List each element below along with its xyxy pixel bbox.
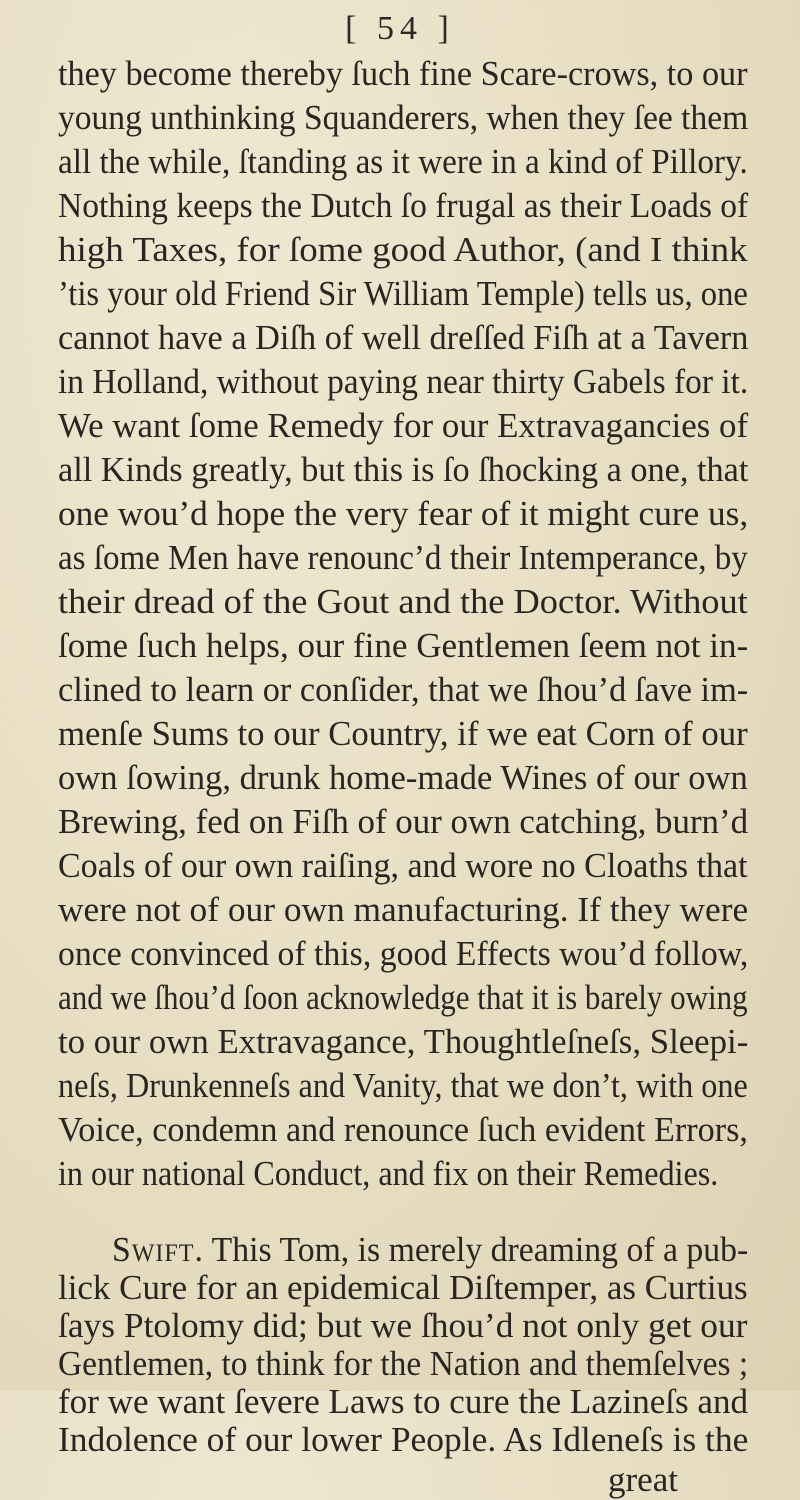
text-line: lick Cure for an epidemical Diſtemper, as Curtius (58, 1268, 748, 1307)
text-line: Gentlemen, to think for the Nation and themſelves ; (58, 1344, 749, 1383)
text-line: menſe Sums to our Country, if we eat Corn of our (58, 714, 748, 753)
text-line: to our own Extravagance, Thoughtleſneſs, Sleepi- (58, 1022, 749, 1061)
text-line: for we want ſevere Laws to cure the Lazineſs and (58, 1382, 749, 1421)
text-line: were not of our own manufacturing. If they were (58, 890, 749, 929)
text-line: young unthinking Squanderers, when they ſee them (58, 98, 749, 137)
text-line: We want ſome Remedy for our Extravagancies of (58, 406, 749, 445)
text-line: Coals of our own raiſing, and wore no Cloaths that (58, 846, 748, 885)
speaker-name: Swift. (112, 1230, 204, 1269)
text-line: own ſowing, drunk home-made Wines of our own (58, 758, 748, 797)
text-line: Brewing, fed on Fiſh of our own catching, burn’d (58, 802, 749, 841)
text-line: cannot have a Diſh of well dreſſed Fiſh at a Tavern (58, 318, 749, 357)
text-line: ſome ſuch helps, our fine Gentlemen ſeem not in- (58, 626, 749, 665)
text-line: they become thereby ſuch fine Scare-crows, to our (58, 54, 748, 93)
text-line: neſs, Drunkenneſs and Vanity, that we don’t, with one (58, 1066, 748, 1105)
text-line: ’tis your old Friend Sir William Temple) tells us, one (58, 274, 748, 313)
text-line: in our national Conduct, and fix on their Remedies. (58, 1154, 719, 1193)
text-line: and we ſhou’d ſoon acknowledge that it is barely owing (58, 978, 748, 1017)
text-line: Nothing keeps the Dutch ſo frugal as their Loads of (58, 186, 749, 225)
text-line-first (112, 1232, 748, 1267)
text-line: ſays Ptolomy did; but we ſhou’d not only get our (58, 1306, 748, 1345)
text-line: once convinced of this, good Effects wou’d follow, (58, 934, 749, 973)
catchword: great (608, 1460, 678, 1499)
text-line: in Holland, without paying near thirty Gabels for it. (58, 362, 749, 401)
page-number: [ 54 ] (345, 10, 455, 47)
text-line: clined to learn or conſider, that we ſhou’d ſave im- (58, 670, 749, 709)
text-line: their dread of the Gout and the Doctor. Without (58, 582, 748, 621)
text-line: one wou’d hope the very fear of it might cure us, (58, 494, 749, 533)
text-line: all the while, ſtanding as it were in a kind of Pillory. (58, 142, 748, 181)
text-line: as ſome Men have renounc’d their Intemperance, by (58, 538, 748, 577)
speaker-line-text: This Tom, is merely dreaming of a pub- (211, 1230, 749, 1269)
text-line: Voice, condemn and renounce ſuch evident Errors, (58, 1110, 748, 1149)
text-line: all Kinds greatly, but this is ſo ſhocking a one, that (58, 450, 749, 489)
text-line: high Taxes, for ſome good Author, (and I think (58, 230, 748, 269)
text-line: Indolence of our lower People. As Idleneſs is the (58, 1420, 749, 1459)
